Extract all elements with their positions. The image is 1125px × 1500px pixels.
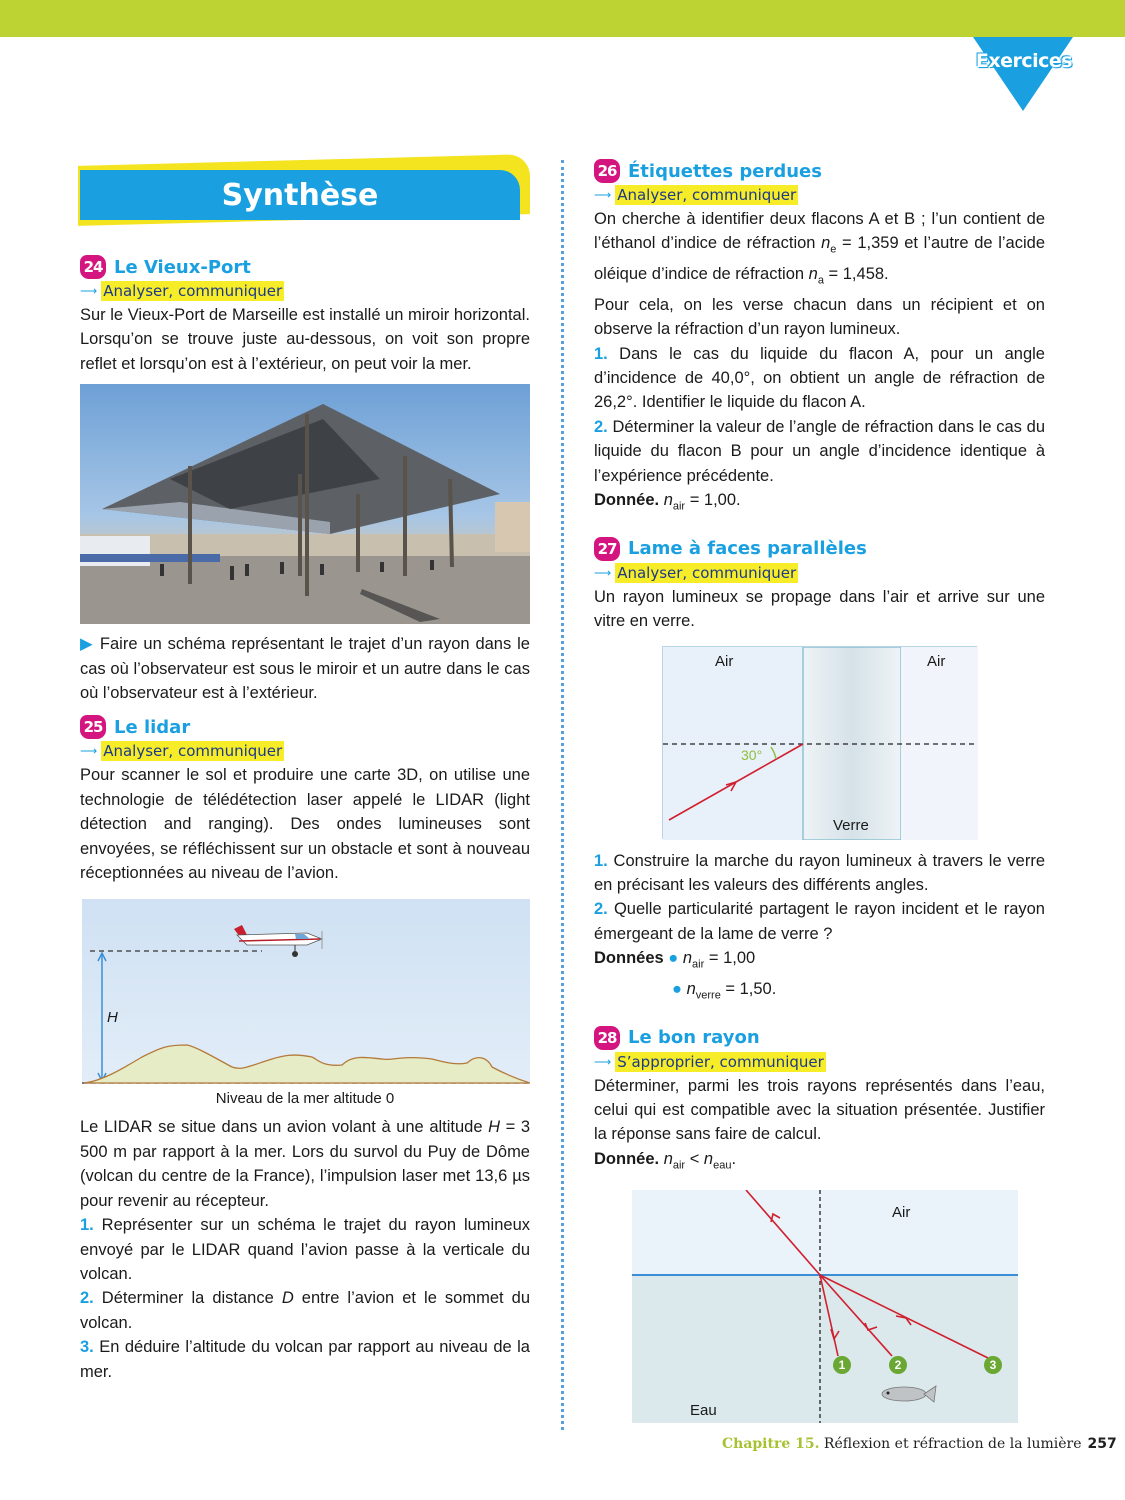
exercise-number-badge: 28 xyxy=(594,1026,620,1050)
question-1 xyxy=(80,1213,530,1286)
question-text: Déterminer la distance xyxy=(93,1289,282,1308)
exercise-header xyxy=(594,1026,1045,1050)
subscript: air xyxy=(672,1159,686,1172)
exercise-number-badge: 25 xyxy=(80,715,106,739)
exercise-header xyxy=(594,159,1045,183)
refraction-illustration xyxy=(632,1190,1018,1423)
skill-tag xyxy=(594,185,1045,205)
exercise-intro-2: Pour cela, on les verse chacun dans un récipient et on observe la réfraction d’un rayon lumineux. xyxy=(594,295,1045,339)
exercise-intro xyxy=(594,207,1045,293)
exercise-title: Le bon rayon xyxy=(628,1027,760,1049)
triangle-bullet-icon: ▶ xyxy=(80,635,100,654)
question-text: Construire la marche du rayon lumineux à travers le verre en précisant les valeurs des différents angles. xyxy=(594,851,1045,894)
lidar-diagram xyxy=(82,899,530,1084)
skill-label: Analyser, communiquer xyxy=(103,742,283,761)
exercise-intro: Pour scanner le sol et produire une carte 3D, on utilise une technologie de télédétection laser appelé le LIDAR (light détection and ranging). Des ondes lumineuses sont envoyées, se réfléchissent sur un obstacle et sont à nouveau réceptionnées au niveau de l’avion. xyxy=(80,766,530,883)
ray-label-2: 2 xyxy=(889,1356,907,1374)
footer-chapter: Chapitre 15. xyxy=(722,1436,820,1452)
exercise-number-badge: 24 xyxy=(80,255,106,279)
banner-title: Synthèse xyxy=(221,177,379,213)
skill-tag xyxy=(594,563,1045,583)
exercise-data xyxy=(594,488,1045,519)
label-verre: Verre xyxy=(833,816,869,834)
exercise-28 xyxy=(594,1026,1045,1423)
label-eau: Eau xyxy=(690,1401,717,1419)
question-text: Quelle particularité partagent le rayon incident et le rayon émergeant de la lame de verre ? xyxy=(594,900,1045,943)
symbol-n: n xyxy=(686,979,696,998)
subscript: air xyxy=(672,500,686,513)
question-number: 3. xyxy=(80,1338,94,1357)
skill-label: Analyser, communiquer xyxy=(617,186,797,204)
airplane-icon xyxy=(234,925,322,957)
operator: < xyxy=(685,1149,704,1168)
lidar-illustration xyxy=(82,899,530,1084)
exercise-header xyxy=(80,715,530,739)
section-label: Exercices xyxy=(975,50,1073,72)
question-text: entre l’avion et le sommet du volcan. xyxy=(80,1289,530,1332)
exercise-number-badge: 27 xyxy=(594,537,620,561)
footer-title: Réflexion et réfraction de la lumière xyxy=(819,1436,1082,1452)
symbol-n: n xyxy=(682,949,693,968)
exercise-title: Lame à faces parallèles xyxy=(628,538,867,560)
question-number: 1. xyxy=(594,851,608,870)
vieux-port-mirror-photo xyxy=(80,384,530,624)
data-label: Donnée. xyxy=(594,491,660,510)
question-2 xyxy=(594,897,1045,946)
right-column xyxy=(594,155,1045,1423)
question-2 xyxy=(594,415,1045,488)
punctuation: . xyxy=(731,1149,737,1168)
question-number: 2. xyxy=(80,1289,94,1308)
exercise-intro: Un rayon lumineux se propage dans l’air et arrive sur une vitre en verre. xyxy=(594,587,1045,631)
bullet-icon: ● xyxy=(672,979,682,998)
figure-caption: Niveau de la mer altitude 0 xyxy=(215,1090,395,1108)
variable-d: D xyxy=(281,1289,294,1308)
symbol-n: n xyxy=(821,234,831,253)
exercise-intro: Déterminer, parmi les trois rayons représentés dans l’eau, celui qui est compatible avec la situation présentée. Justifier la réponse sans faire de calcul. xyxy=(594,1076,1045,1144)
symbol-n: n xyxy=(663,1149,673,1168)
synthese-banner xyxy=(80,155,530,235)
bullet-icon: ● xyxy=(668,949,679,968)
skill-tag xyxy=(80,741,530,761)
skill-tag xyxy=(594,1052,1045,1072)
intro-text: = 1,458. xyxy=(823,265,889,284)
exercise-data xyxy=(594,1147,1045,1178)
page-number: 257 xyxy=(1087,1436,1117,1452)
subscript: eau xyxy=(713,1159,732,1172)
question-number: 2. xyxy=(594,900,608,919)
photo-illustration xyxy=(80,384,530,624)
question-1 xyxy=(594,342,1045,415)
exercise-intro: Sur le Vieux-Port de Marseille est installé un miroir horizontal. Lorsqu’on se trouve juste au-dessous, on voit son propre reflet et lorsqu’on est à l’extérieur, on peut voir la mer. xyxy=(80,306,530,373)
arrow-right-icon: ⟶ xyxy=(80,744,98,759)
exercise-header xyxy=(80,255,530,279)
arrow-right-icon: ⟶ xyxy=(80,284,98,298)
arrow-right-icon: ⟶ xyxy=(594,188,612,202)
exercise-26 xyxy=(594,159,1045,519)
refraction-rays-diagram xyxy=(632,1190,1018,1423)
context-text: Le LIDAR se situe dans un avion volant à une altitude xyxy=(80,1118,489,1137)
data-label: Données xyxy=(594,949,664,968)
question-number: 2. xyxy=(594,417,608,436)
skill-tag xyxy=(80,281,530,301)
subscript: verre xyxy=(695,989,721,1002)
label-air-left: Air xyxy=(715,652,734,670)
page-footer xyxy=(722,1436,1117,1452)
exercise-title: Étiquettes perdues xyxy=(628,160,822,182)
subscript: e xyxy=(830,243,837,256)
data-value: = 1,50. xyxy=(720,979,777,998)
question-1 xyxy=(594,849,1045,898)
exercise-title: Le lidar xyxy=(114,716,191,738)
exercise-data-2 xyxy=(594,977,1045,1008)
context-text: = 3 500 m par rapport à la mer. Lors du survol du Puy de Dôme (volcan du centre de la France), l’impulsion laser met 13,6 µs pour revenir au récepteur. xyxy=(80,1118,530,1210)
question-text: Déterminer la valeur de l’angle de réfraction dans le cas du liquide du flacon B pour un angle d’incidence identique à l’expérience précédente. xyxy=(594,417,1045,485)
exercise-25 xyxy=(80,715,530,1384)
column-divider xyxy=(561,160,564,1430)
exercise-number-badge: 26 xyxy=(594,159,620,183)
exercise-27 xyxy=(594,537,1045,1008)
data-value: = 1,00 xyxy=(704,949,756,968)
data-value: = 1,00. xyxy=(685,491,741,510)
symbol-n: n xyxy=(663,491,673,510)
angle-label: 30° xyxy=(741,746,763,763)
exercise-data xyxy=(594,946,1045,977)
subscript: air xyxy=(692,958,705,971)
symbol-n: n xyxy=(808,265,818,284)
height-label: H xyxy=(107,1009,118,1027)
data-label: Donnée. xyxy=(594,1149,660,1168)
ray-label-3: 3 xyxy=(984,1356,1002,1374)
exercise-title: Le Vieux-Port xyxy=(114,256,251,278)
variable-h: H xyxy=(488,1118,501,1137)
arrow-right-icon: ⟶ xyxy=(594,565,612,580)
ray-label-1: 1 xyxy=(833,1356,851,1374)
question-text: Représenter sur un schéma le trajet du rayon lumineux envoyé par le LIDAR quand l’avion passe à la verticale du volcan. xyxy=(80,1216,530,1283)
parallel-plate-diagram xyxy=(662,646,977,839)
question-2 xyxy=(80,1286,530,1335)
task-text: Faire un schéma représentant le trajet d’un rayon dans le cas où l’observateur est sous le miroir et un autre dans le cas où l’observateur est à l’extérieur. xyxy=(80,635,530,703)
intro-text: On cherche à identifier deux flacons A et B ; l’un contient de l’éthanol d’indice de réfraction xyxy=(594,210,1045,253)
intro-text: = 1,359 et l’autre de l’acide oléique d’indice de réfraction xyxy=(594,234,1046,284)
question-text: En déduire l’altitude du volcan par rapport au niveau de la mer. xyxy=(80,1338,530,1381)
top-color-bar xyxy=(0,0,1125,37)
label-air-right: Air xyxy=(927,652,946,670)
skill-label: S’approprier, communiquer xyxy=(617,1052,824,1071)
label-air: Air xyxy=(892,1203,911,1221)
question-number: 1. xyxy=(80,1216,94,1235)
exercise-context xyxy=(80,1115,530,1213)
symbol-n: n xyxy=(703,1149,714,1168)
skill-label: Analyser, communiquer xyxy=(103,282,283,300)
skill-label: Analyser, communiquer xyxy=(617,563,797,582)
banner-blue-front xyxy=(80,170,520,220)
question-number: 1. xyxy=(594,344,608,363)
question-text: Dans le cas du liquide du flacon A, pour un angle d’incidence de 40,0°, on obtient un angle de réfraction de 26,2°. Identifier le liquide du flacon A. xyxy=(594,344,1045,412)
exercise-header xyxy=(594,537,1045,561)
left-column xyxy=(80,155,530,1384)
exercise-24 xyxy=(80,255,530,705)
exercise-task xyxy=(80,632,530,705)
section-triangle-badge xyxy=(973,37,1073,111)
subscript: a xyxy=(817,274,824,287)
question-3 xyxy=(80,1335,530,1384)
parallel-plate-illustration xyxy=(663,647,978,840)
arrow-right-icon: ⟶ xyxy=(594,1054,612,1069)
